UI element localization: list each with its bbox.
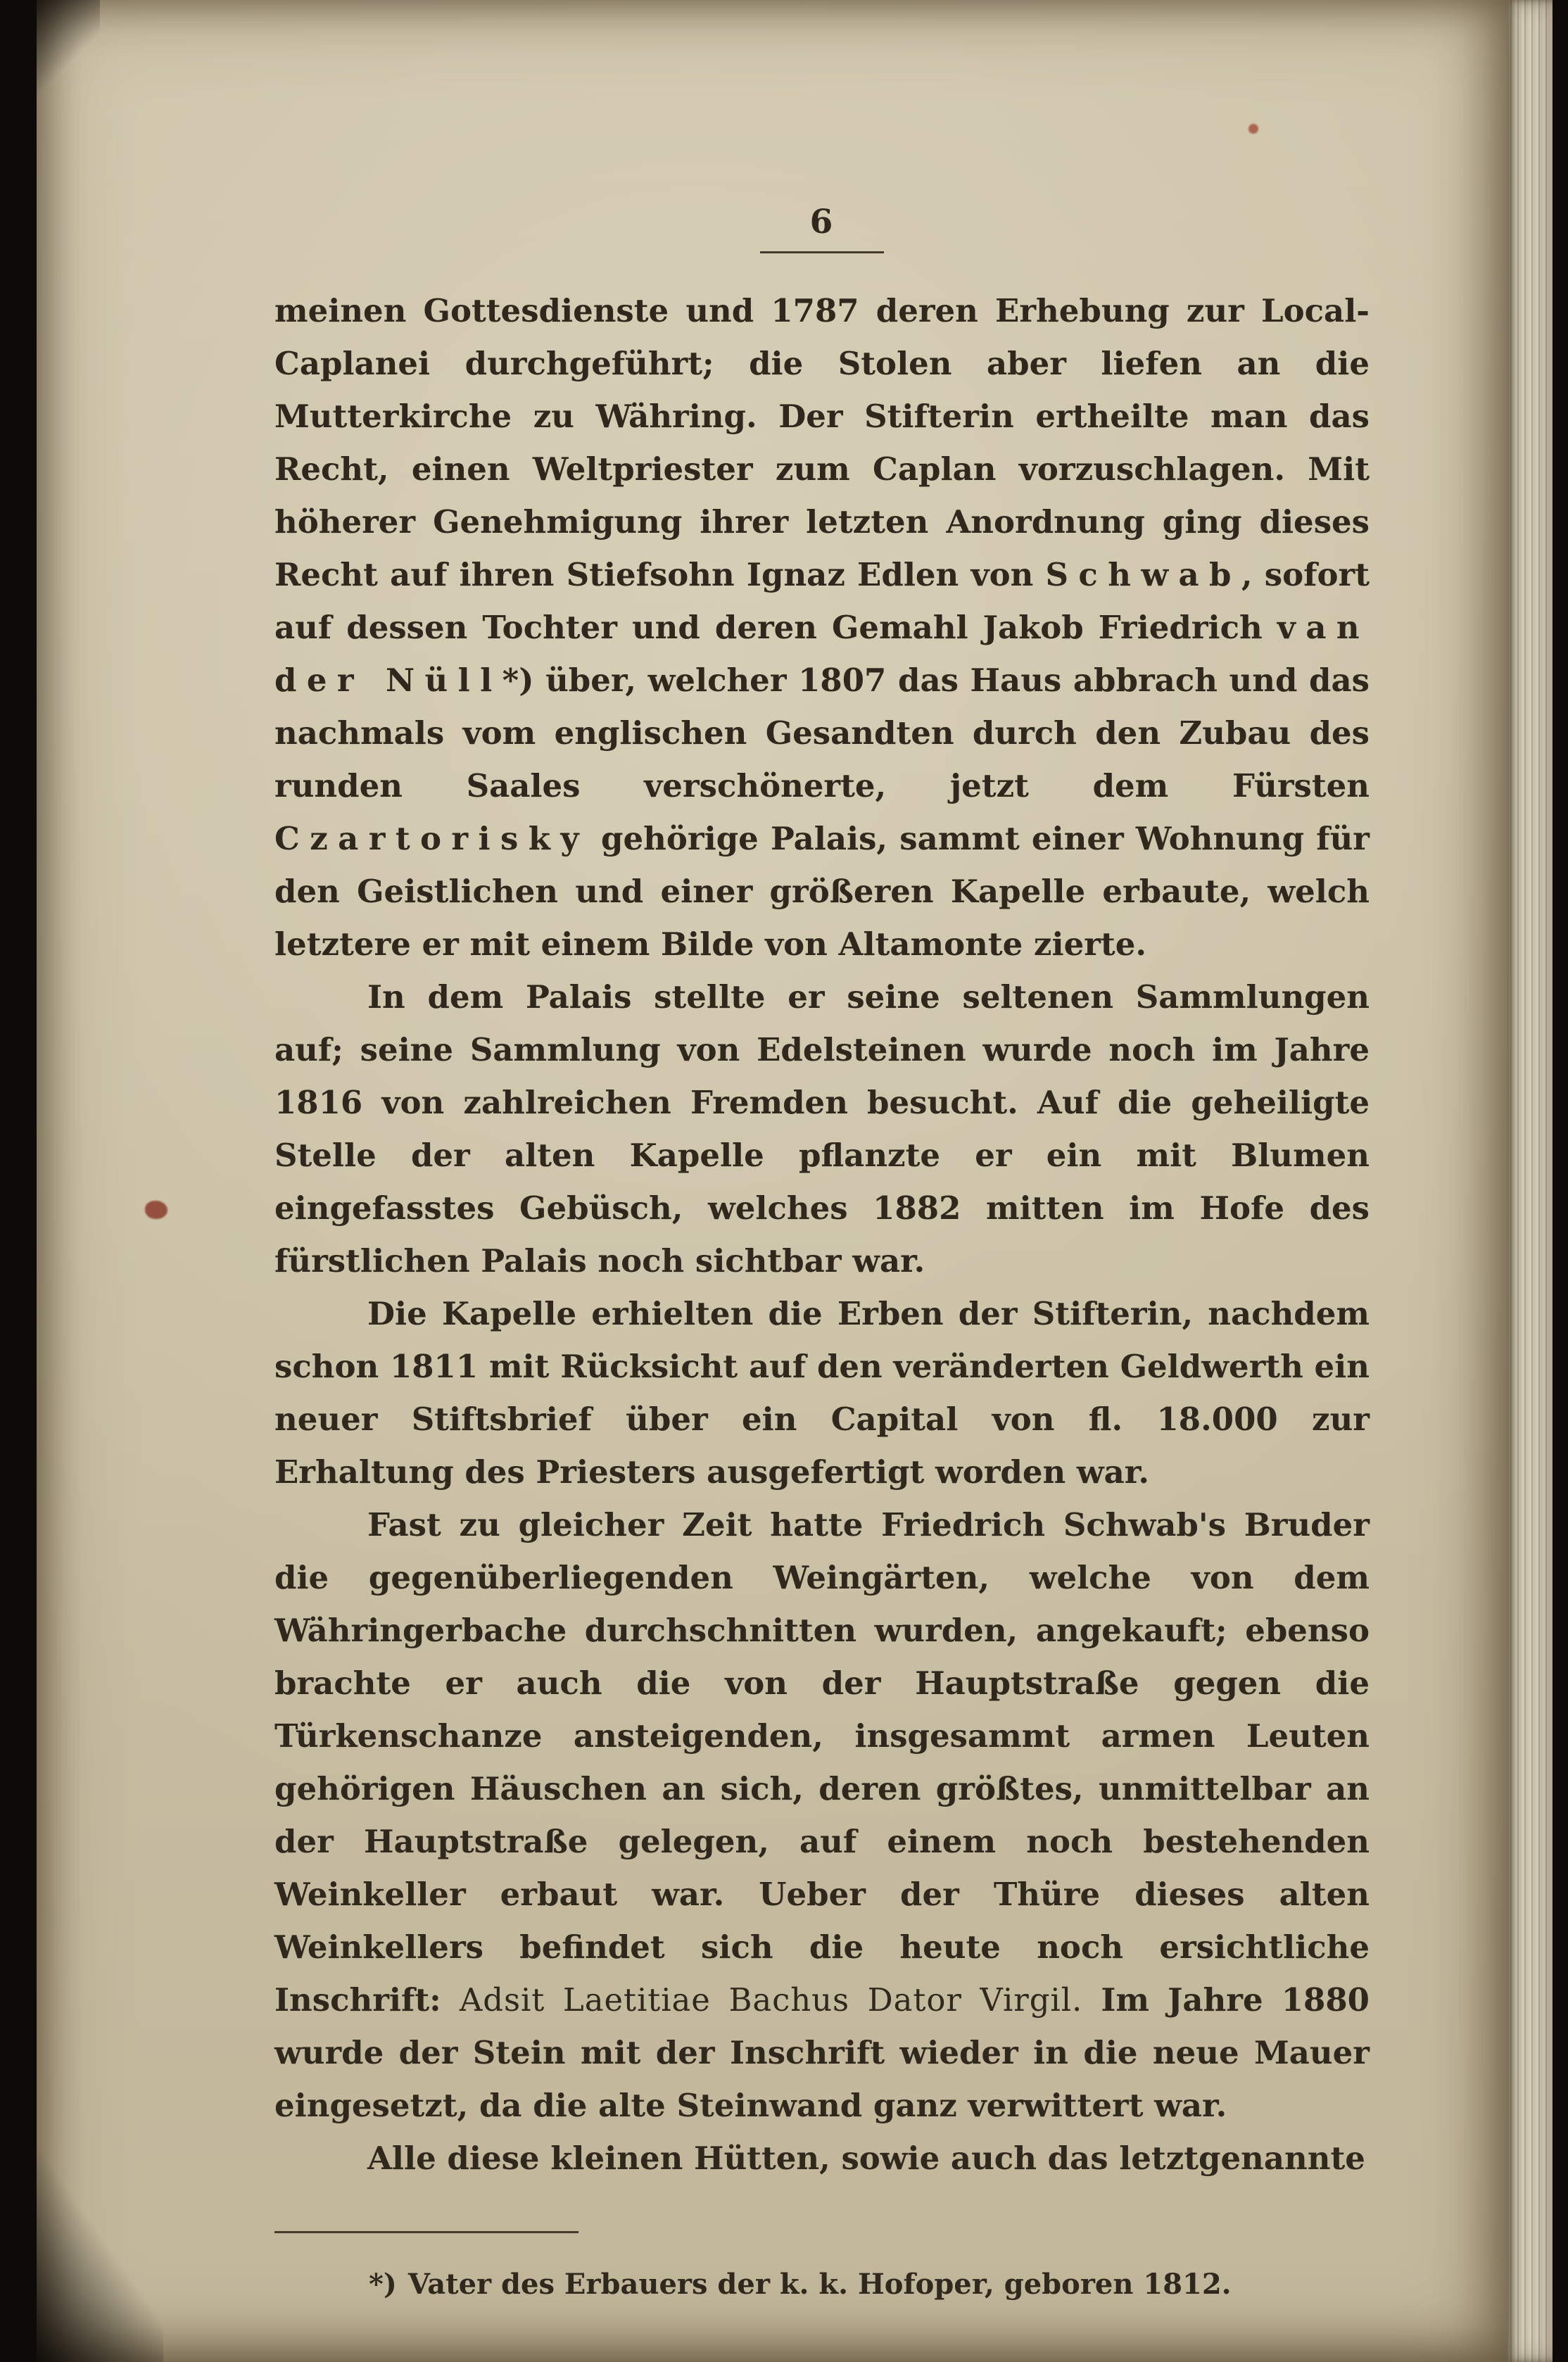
paragraph: [274, 2132, 1370, 2185]
book-page-edges: [1507, 0, 1553, 2362]
text-run: Fast zu gleicher Zeit hatte Friedrich Schwab's Bruder die gegenüberliegenden Weingärten, welche von dem Währingerbache durchschnitten wurden, angekauft; ebenso brachte er auch die von der Hauptstraße gegen die Türkenschanze ansteigenden, insgesammt armen Leuten gehörigen Häuschen an sich, deren größtes, unmittelbar an der Hauptstraße gelegen, auf einem noch bestehenden Weinkeller erbaut war. Ueber der Thüre dieses alten Weinkellers befindet sich die heute noch ersichtliche Inschrift:: [274, 1506, 1370, 2019]
footnote-text: Vater des Erbauers der k. k. Hofoper, geboren 1812.: [407, 2268, 1232, 2301]
small-red-speck: [1248, 124, 1258, 134]
paragraph: [274, 1287, 1370, 1498]
paragraph: [274, 1498, 1370, 2132]
footnote-marker: *): [369, 2268, 397, 2301]
text-run: Alle diese kleinen Hütten, sowie auch das letztgenannte: [367, 2140, 1365, 2177]
page-number-rule: [760, 251, 884, 253]
text-run: In dem Palais stellte er seine seltenen Sammlungen auf; seine Sammlung von Edelsteinen wurde noch im Jahre 1816 von zahlreichen Fremden besucht. Auf die geheiligte Stelle der alten Kapelle pflanzte er ein mit Blumen eingefasstes Gebüsch, welches 1882 mitten im Hofe des fürstlichen Palais noch sichtbar war.: [274, 978, 1370, 1280]
letterspaced-name: van der Nüll: [274, 609, 1370, 699]
page-number: 6: [809, 203, 835, 241]
binding-shadow-top-left: [37, 0, 100, 99]
text-run: gehörige Palais, sammt einer Wohnung für den Geistlichen und einer größeren Kapelle erbaute, welch letztere er mit einem Bilde von Altamonte zierte.: [274, 820, 1370, 963]
footnote-rule: [274, 2231, 578, 2233]
text-run: meinen Gottesdienste und 1787 deren Erhebung zur Local-Caplanei durchgeführt; die Stolen aber liefen an die Mutterkirche zu Währing. Der Stifterin ertheilte man das Recht, einen Weltpriester zum Caplan vorzuschlagen. Mit höherer Genehmigung ihrer letzten Anordnung ging dieses Recht auf ihren Stiefsohn Ignaz Edlen von: [274, 292, 1370, 593]
text-run: *) über, welcher 1807 das Haus abbrach und das nachmals vom englischen Gesandten durch den Zubau des runden Saales verschönerte, jetzt dem Fürsten: [274, 662, 1370, 804]
binding-shadow-bottom-left: [37, 2144, 163, 2362]
red-ink-speck: [145, 1201, 167, 1219]
text-run: , sofort auf dessen Tochter und deren Gemahl Jakob Friedrich: [274, 556, 1370, 646]
footnote: [274, 2264, 1370, 2305]
latin-inscription: Adsit Laetitiae Bachus Dator Virgil.: [459, 1981, 1083, 2019]
page-content: [274, 0, 1370, 2305]
page: [37, 0, 1509, 2362]
paragraph: [274, 284, 1370, 971]
text-run: Im Jahre 1880 wurde der Stein mit der Inschrift wieder in die neue Mauer eingesetzt, da die alte Steinwand ganz verwittert war.: [274, 1981, 1370, 2124]
letterspaced-name: Czartorisky: [274, 820, 589, 857]
paragraph: [274, 971, 1370, 1287]
page-header: [274, 203, 1370, 253]
letterspaced-name: Schwab: [1045, 556, 1241, 593]
text-block: [274, 284, 1370, 2185]
text-run: Die Kapelle erhielten die Erben der Stifterin, nachdem schon 1811 mit Rücksicht auf den veränderten Geldwerth ein neuer Stiftsbrief über ein Capital von fl. 18.000 zur Erhaltung des Priesters ausgefertigt worden war.: [274, 1295, 1370, 1491]
